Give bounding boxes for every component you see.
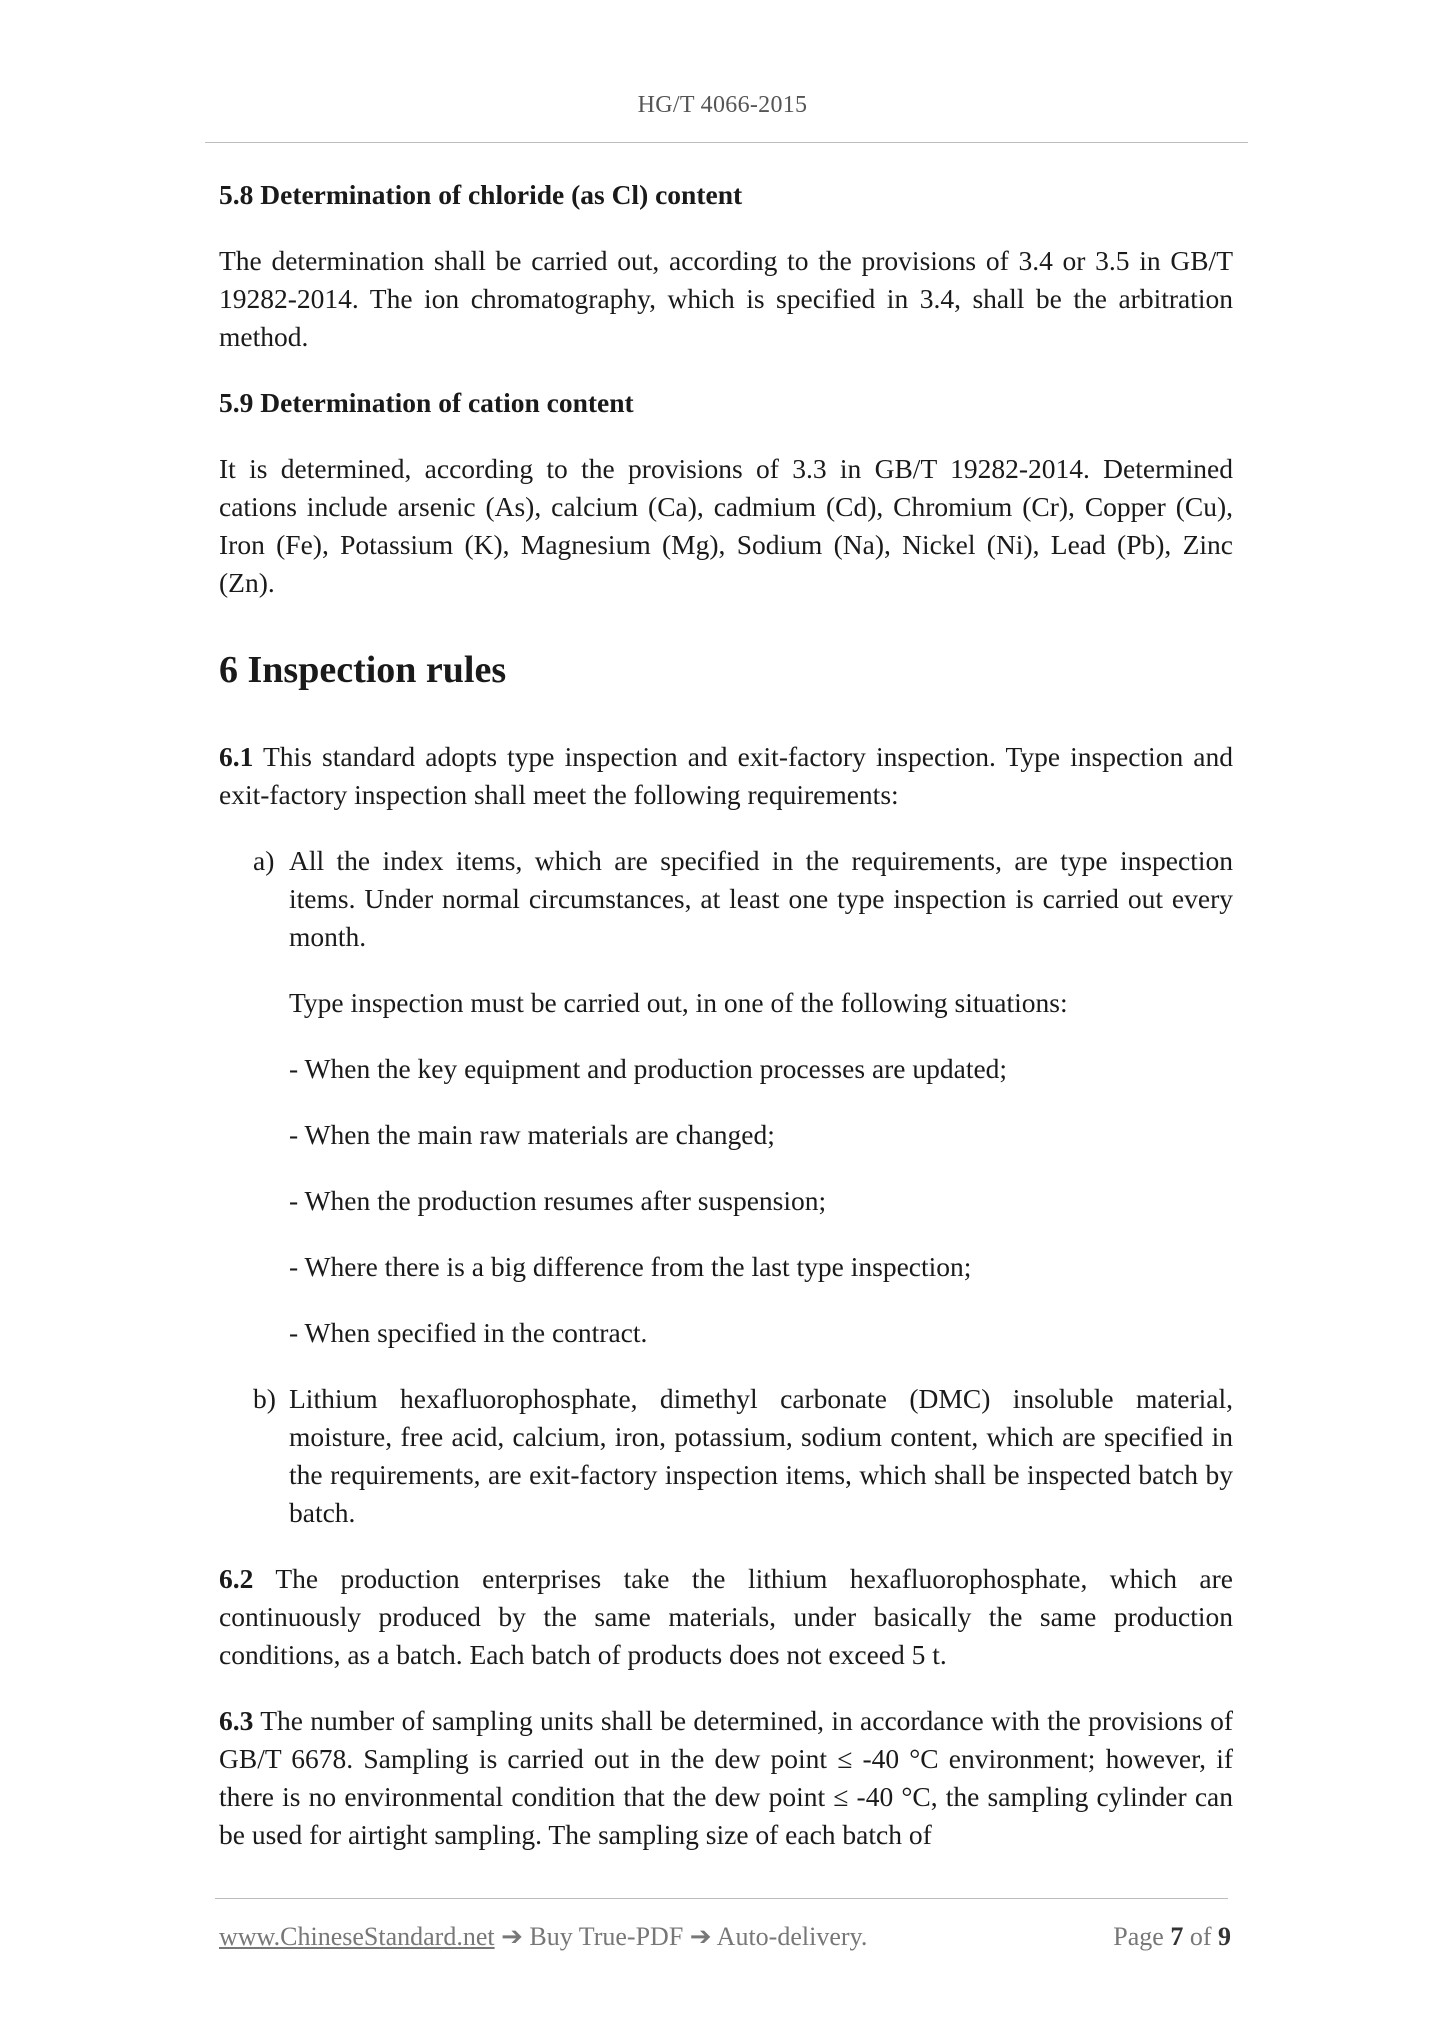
- page-label: Page: [1113, 1922, 1164, 1951]
- of-label: of: [1189, 1922, 1212, 1951]
- section-5-9-body: It is determined, according to the provisions of 3.3 in GB/T 19282-2014. Determined cations include arsenic (As), calcium (Ca), cadmium (Cd), Chromium (Cr), Copper (Cu), Iron (Fe), Potassium (K), Magnesium (Mg), Sodium (Na), Nickel (Ni), Lead (Pb), Zinc (Zn).: [219, 453, 1233, 598]
- website-link[interactable]: www.ChineseStandard.net: [219, 1922, 495, 1951]
- situation-item: - When the key equipment and production processes are updated;: [289, 1053, 1008, 1084]
- footer-divider: [215, 1898, 1228, 1899]
- total-pages: 9: [1218, 1922, 1231, 1951]
- buy-true-pdf-text: Buy True-PDF: [529, 1922, 684, 1951]
- section-5-9-heading: 5.9 Determination of cation content: [219, 387, 634, 418]
- section-6-2-body: The production enterprises take the lithium hexafluorophosphate, which are continuously produced by the same materials, under basically the same production conditions, as a batch. Each batch of products does not exceed 5 t.: [219, 1563, 1233, 1670]
- situation-item: - When specified in the contract.: [289, 1317, 648, 1348]
- page-content: [219, 176, 1233, 1854]
- list-item-a-text: All the index items, which are specified in the requirements, are type inspection items. Under normal circumstances, at least one type inspection is carried out every month.: [289, 845, 1233, 952]
- header-divider: [205, 142, 1248, 143]
- list-marker-a: a): [253, 845, 275, 876]
- section-6-3-number: 6.3: [219, 1705, 254, 1736]
- section-6-3-body: The number of sampling units shall be determined, in accordance with the provisions of GB/T 6678. Sampling is carried out in the dew point ≤ -40 °C environment; however, if there is no environmental condition that the dew point ≤ -40 °C, the sampling cylinder can be used for airtight sampling. The sampling size of each batch of: [219, 1705, 1233, 1850]
- arrow-right-icon: ➔: [501, 1922, 523, 1951]
- section-6-2-paragraph: [219, 1560, 1233, 1674]
- page-number: [1113, 1920, 1231, 1954]
- list-marker-b: b): [253, 1383, 276, 1414]
- section-6-1-paragraph: [219, 738, 1233, 814]
- list-item-a: [219, 842, 1233, 956]
- section-6-heading: 6 Inspection rules: [219, 649, 507, 691]
- section-6-2-number: 6.2: [219, 1563, 254, 1594]
- situations-intro: Type inspection must be carried out, in one of the following situations:: [289, 987, 1068, 1018]
- list-item-b-text: Lithium hexafluorophosphate, dimethyl carbonate (DMC) insoluble material, moisture, free acid, calcium, iron, potassium, sodium content, which are specified in the requirements, are exit-factory inspection items, which shall be inspected batch by batch.: [289, 1383, 1233, 1528]
- section-5-8-body: The determination shall be carried out, according to the provisions of 3.4 or 3.5 in GB/T 19282-2014. The ion chromatography, which is specified in 3.4, shall be the arbitration method.: [219, 245, 1233, 352]
- section-6-1-number: 6.1: [219, 741, 254, 772]
- page-footer: [219, 1920, 1231, 1954]
- section-6-3-paragraph: [219, 1702, 1233, 1854]
- situation-item: - Where there is a big difference from the last type inspection;: [289, 1251, 972, 1282]
- auto-delivery-text: Auto-delivery.: [716, 1922, 868, 1951]
- document-header: HG/T 4066-2015: [637, 92, 808, 118]
- arrow-right-icon: ➔: [689, 1922, 712, 1951]
- section-6-1-body: This standard adopts type inspection and exit-factory inspection. Type inspection and exit-factory inspection shall meet the following requirements:: [219, 741, 1234, 810]
- situation-item: - When the main raw materials are changed;: [289, 1119, 775, 1150]
- section-5-8-heading: 5.8 Determination of chloride (as Cl) content: [219, 179, 743, 210]
- current-page: 7: [1170, 1922, 1184, 1951]
- situation-item: - When the production resumes after suspension;: [289, 1185, 827, 1216]
- list-item-b: [219, 1380, 1233, 1532]
